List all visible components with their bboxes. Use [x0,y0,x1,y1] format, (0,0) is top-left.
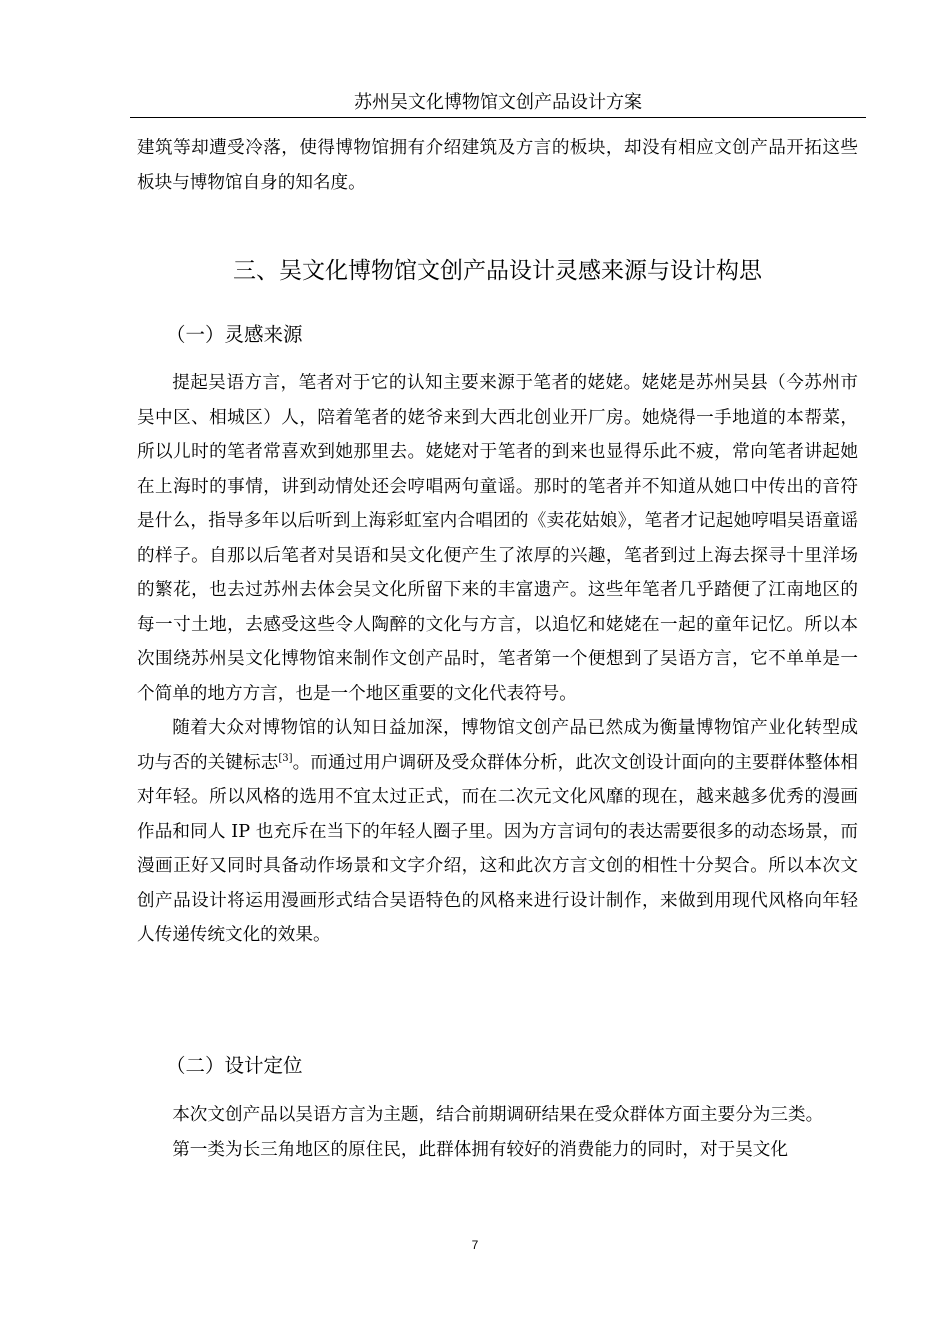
positioning-paragraph-2: 第一类为长三角地区的原住民，此群体拥有较好的消费能力的同时，对于吴文化 [172,1139,788,1160]
section-title: 三、吴文化博物馆文创产品设计灵感来源与设计构思 [233,258,762,284]
paragraph-text: 随着大众对博物馆的认知日益加深，博物馆文创产品已然成为衡量博物馆产业化转型成功与否的关键标志 [137,718,858,773]
positioning-paragraphs [137,1098,858,1167]
subsection-title-inspiration: （一）灵感来源 [166,323,303,346]
subsection-title-positioning: （二）设计定位 [166,1054,303,1077]
positioning-paragraph-1: 本次文创产品以吴语方言为主题，结合前期调研结果在受众群体方面主要分为三类。 [172,1105,824,1125]
continuation-paragraph-block [137,131,858,200]
paragraph-text: 。而通过用户调研及受众群体分析，此次文创设计面向的主要群体整体相对年轻。所以风格的选用不宜太过正式，而在二次元文化风靡的现在，越来越多优秀的漫画作品和同人 IP 也充斥在当下的年轻人圈子里。因为方言词句的表达需要很多的动态场景，而漫画正好又同时具备动作场景和文字介绍，这和此次方言文创的相性十分契合。所以本次文创产品设计将运用漫画形式结合吴语特色的风格来进行设计制作，来做到用现代风格向年轻人传递传统文化的效果。 [137,752,858,945]
citation-marker: [3] [278,752,293,764]
page-number: 7 [471,1238,479,1252]
inspiration-paragraph-1: 提起吴语方言，笔者对于它的认知主要来源于笔者的姥姥。姥姥是苏州吴县（今苏州市吴中区、相城区）人，陪着笔者的姥爷来到大西北创业开厂房。她烧得一手地道的本帮菜，所以儿时的笔者常喜欢到她那里去。姥姥对于笔者的到来也显得乐此不疲，常向笔者讲起她在上海时的事情，讲到动情处还会哼唱两句童谣。那时的笔者并不知道从她口中传出的音符是什么，指导多年以后听到上海彩虹室内合唱团的《卖花姑娘》，笔者才记起她哼唱吴语童谣的样子。自那以后笔者对吴语和吴文化便产生了浓厚的兴趣，笔者到过上海去探寻十里洋场的繁花，也去过苏州去体会吴文化所留下来的丰富遗产。这些年笔者几乎踏便了江南地区的每一寸土地，去感受这些令人陶醉的文化与方言，以追忆和姥姥在一起的童年记忆。所以本次围绕苏州吴文化博物馆来制作文创产品时，笔者第一个便想到了吴语方言，它不单单是一个简单的地方方言，也是一个地区重要的文化代表符号。 [137,373,858,704]
inspiration-paragraph-2 [137,711,858,953]
running-header: 苏州吴文化博物馆文创产品设计方案 [130,91,866,118]
continuation-paragraph: 建筑等却遭受冷落，使得博物馆拥有介绍建筑及方言的板块，却没有相应文创产品开拓这些板块与博物馆自身的知名度。 [137,138,858,193]
inspiration-paragraphs [137,366,858,953]
